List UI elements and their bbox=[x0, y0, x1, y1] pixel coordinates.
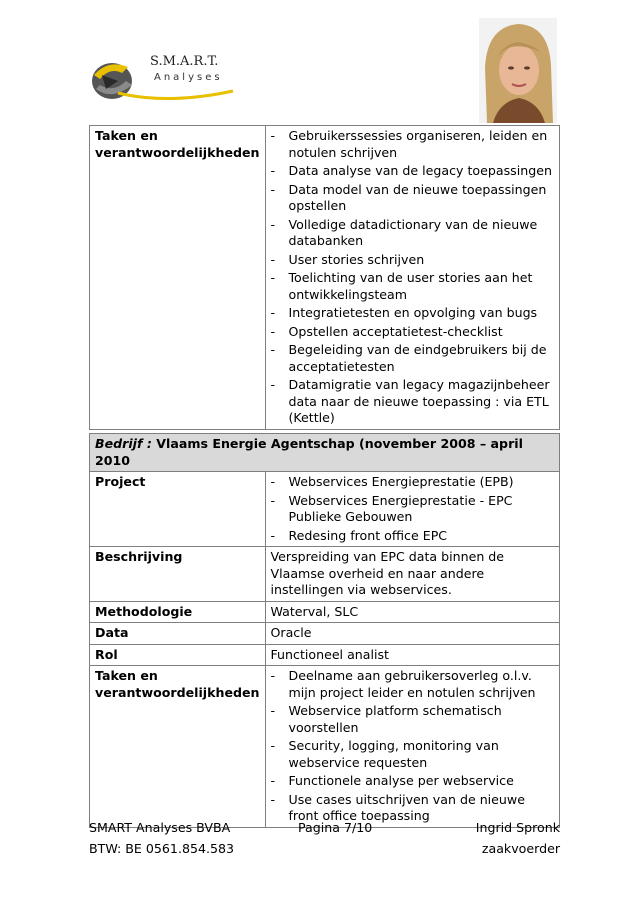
list-item: - User stories schrijven bbox=[271, 252, 555, 269]
list-item: - Volledige datadictionary van de nieuwe databanken bbox=[271, 217, 555, 250]
table-row bbox=[90, 623, 560, 645]
list-item: - Opstellen acceptatietest-checklist bbox=[271, 324, 555, 341]
footer-company: SMART Analyses BVBA bbox=[89, 820, 231, 835]
company-logo bbox=[88, 45, 238, 107]
list-item: - Data model van de nieuwe toepassingen opstellen bbox=[271, 182, 555, 215]
footer-vat: BTW: BE 0561.854.583 bbox=[89, 841, 235, 856]
table-row bbox=[90, 472, 560, 547]
row-label: Taken en verantwoordelijkheden bbox=[90, 126, 266, 430]
row-content: Functioneel analist bbox=[265, 644, 560, 666]
company-prefix: Bedrijf : bbox=[95, 436, 152, 451]
list-item: - Redesing front office EPC bbox=[271, 528, 555, 545]
logo-name: S.M.A.R.T. bbox=[150, 54, 219, 69]
logo-graphic bbox=[88, 45, 238, 107]
table-row bbox=[90, 601, 560, 623]
table-header-row bbox=[90, 434, 560, 472]
row-content bbox=[265, 472, 560, 547]
footer-line-1 bbox=[89, 820, 560, 837]
list-item: - Datamigratie van legacy magazijnbeheer data naar de nieuwe toepassing : via ETL (Kettle) bbox=[271, 377, 555, 427]
list-item: - Functionele analyse per webservice bbox=[271, 773, 555, 790]
list-item: - Use cases uitschrijven van de nieuwe front office toepassing bbox=[271, 792, 555, 825]
row-label: Rol bbox=[90, 644, 266, 666]
row-label: Taken en verantwoordelijkheden bbox=[90, 666, 266, 828]
footer-page-number: Pagina 7/10 bbox=[298, 820, 373, 835]
list-item: - Security, logging, monitoring van webservice requesten bbox=[271, 738, 555, 771]
company-name: Vlaams Energie Agentschap (november 2008 – april 2010 bbox=[95, 436, 523, 468]
list-item: - Gebruikerssessies organiseren, leiden en notulen schrijven bbox=[271, 128, 555, 161]
list-item: - Data analyse van de legacy toepassingen bbox=[271, 163, 555, 180]
list-item: - Webservices Energieprestatie - EPC Publieke Gebouwen bbox=[271, 493, 555, 526]
list-item: - Toelichting van de user stories aan het ontwikkelingsteam bbox=[271, 270, 555, 303]
bullet-list bbox=[271, 128, 555, 427]
row-label: Methodologie bbox=[90, 601, 266, 623]
logo-subtitle: Analyses bbox=[154, 72, 223, 83]
project-table bbox=[89, 433, 560, 828]
logo-underline bbox=[118, 91, 233, 99]
bullet-list bbox=[271, 474, 555, 544]
responsibilities-table bbox=[89, 125, 560, 430]
list-item: - Webservice platform schematisch voorstellen bbox=[271, 703, 555, 736]
bullet-list bbox=[271, 668, 555, 825]
table-row bbox=[90, 126, 560, 430]
footer-line-2 bbox=[89, 841, 560, 858]
list-item: - Deelname aan gebruikersoverleg o.l.v. mijn project leider en notulen schrijven bbox=[271, 668, 555, 701]
row-label: Project bbox=[90, 472, 266, 547]
row-content: Verspreiding van EPC data binnen de Vlaamse overheid en naar andere instellingen via webservices. bbox=[265, 547, 560, 602]
table-row bbox=[90, 666, 560, 828]
row-content: Oracle bbox=[265, 623, 560, 645]
portrait-image bbox=[479, 18, 557, 123]
profile-photo bbox=[479, 18, 557, 123]
row-label: Data bbox=[90, 623, 266, 645]
row-label: Beschrijving bbox=[90, 547, 266, 602]
footer-role: zaakvoerder bbox=[481, 841, 560, 856]
list-item: - Begeleiding van de eindgebruikers bij de acceptatietesten bbox=[271, 342, 555, 375]
footer-person: Ingrid Spronk bbox=[475, 820, 560, 835]
row-content bbox=[265, 126, 560, 430]
list-item: - Integratietesten en opvolging van bugs bbox=[271, 305, 555, 322]
row-content bbox=[265, 666, 560, 828]
list-item: - Webservices Energieprestatie (EPB) bbox=[271, 474, 555, 491]
company-header bbox=[90, 434, 560, 472]
table-row bbox=[90, 644, 560, 666]
table-row bbox=[90, 547, 560, 602]
row-content: Waterval, SLC bbox=[265, 601, 560, 623]
